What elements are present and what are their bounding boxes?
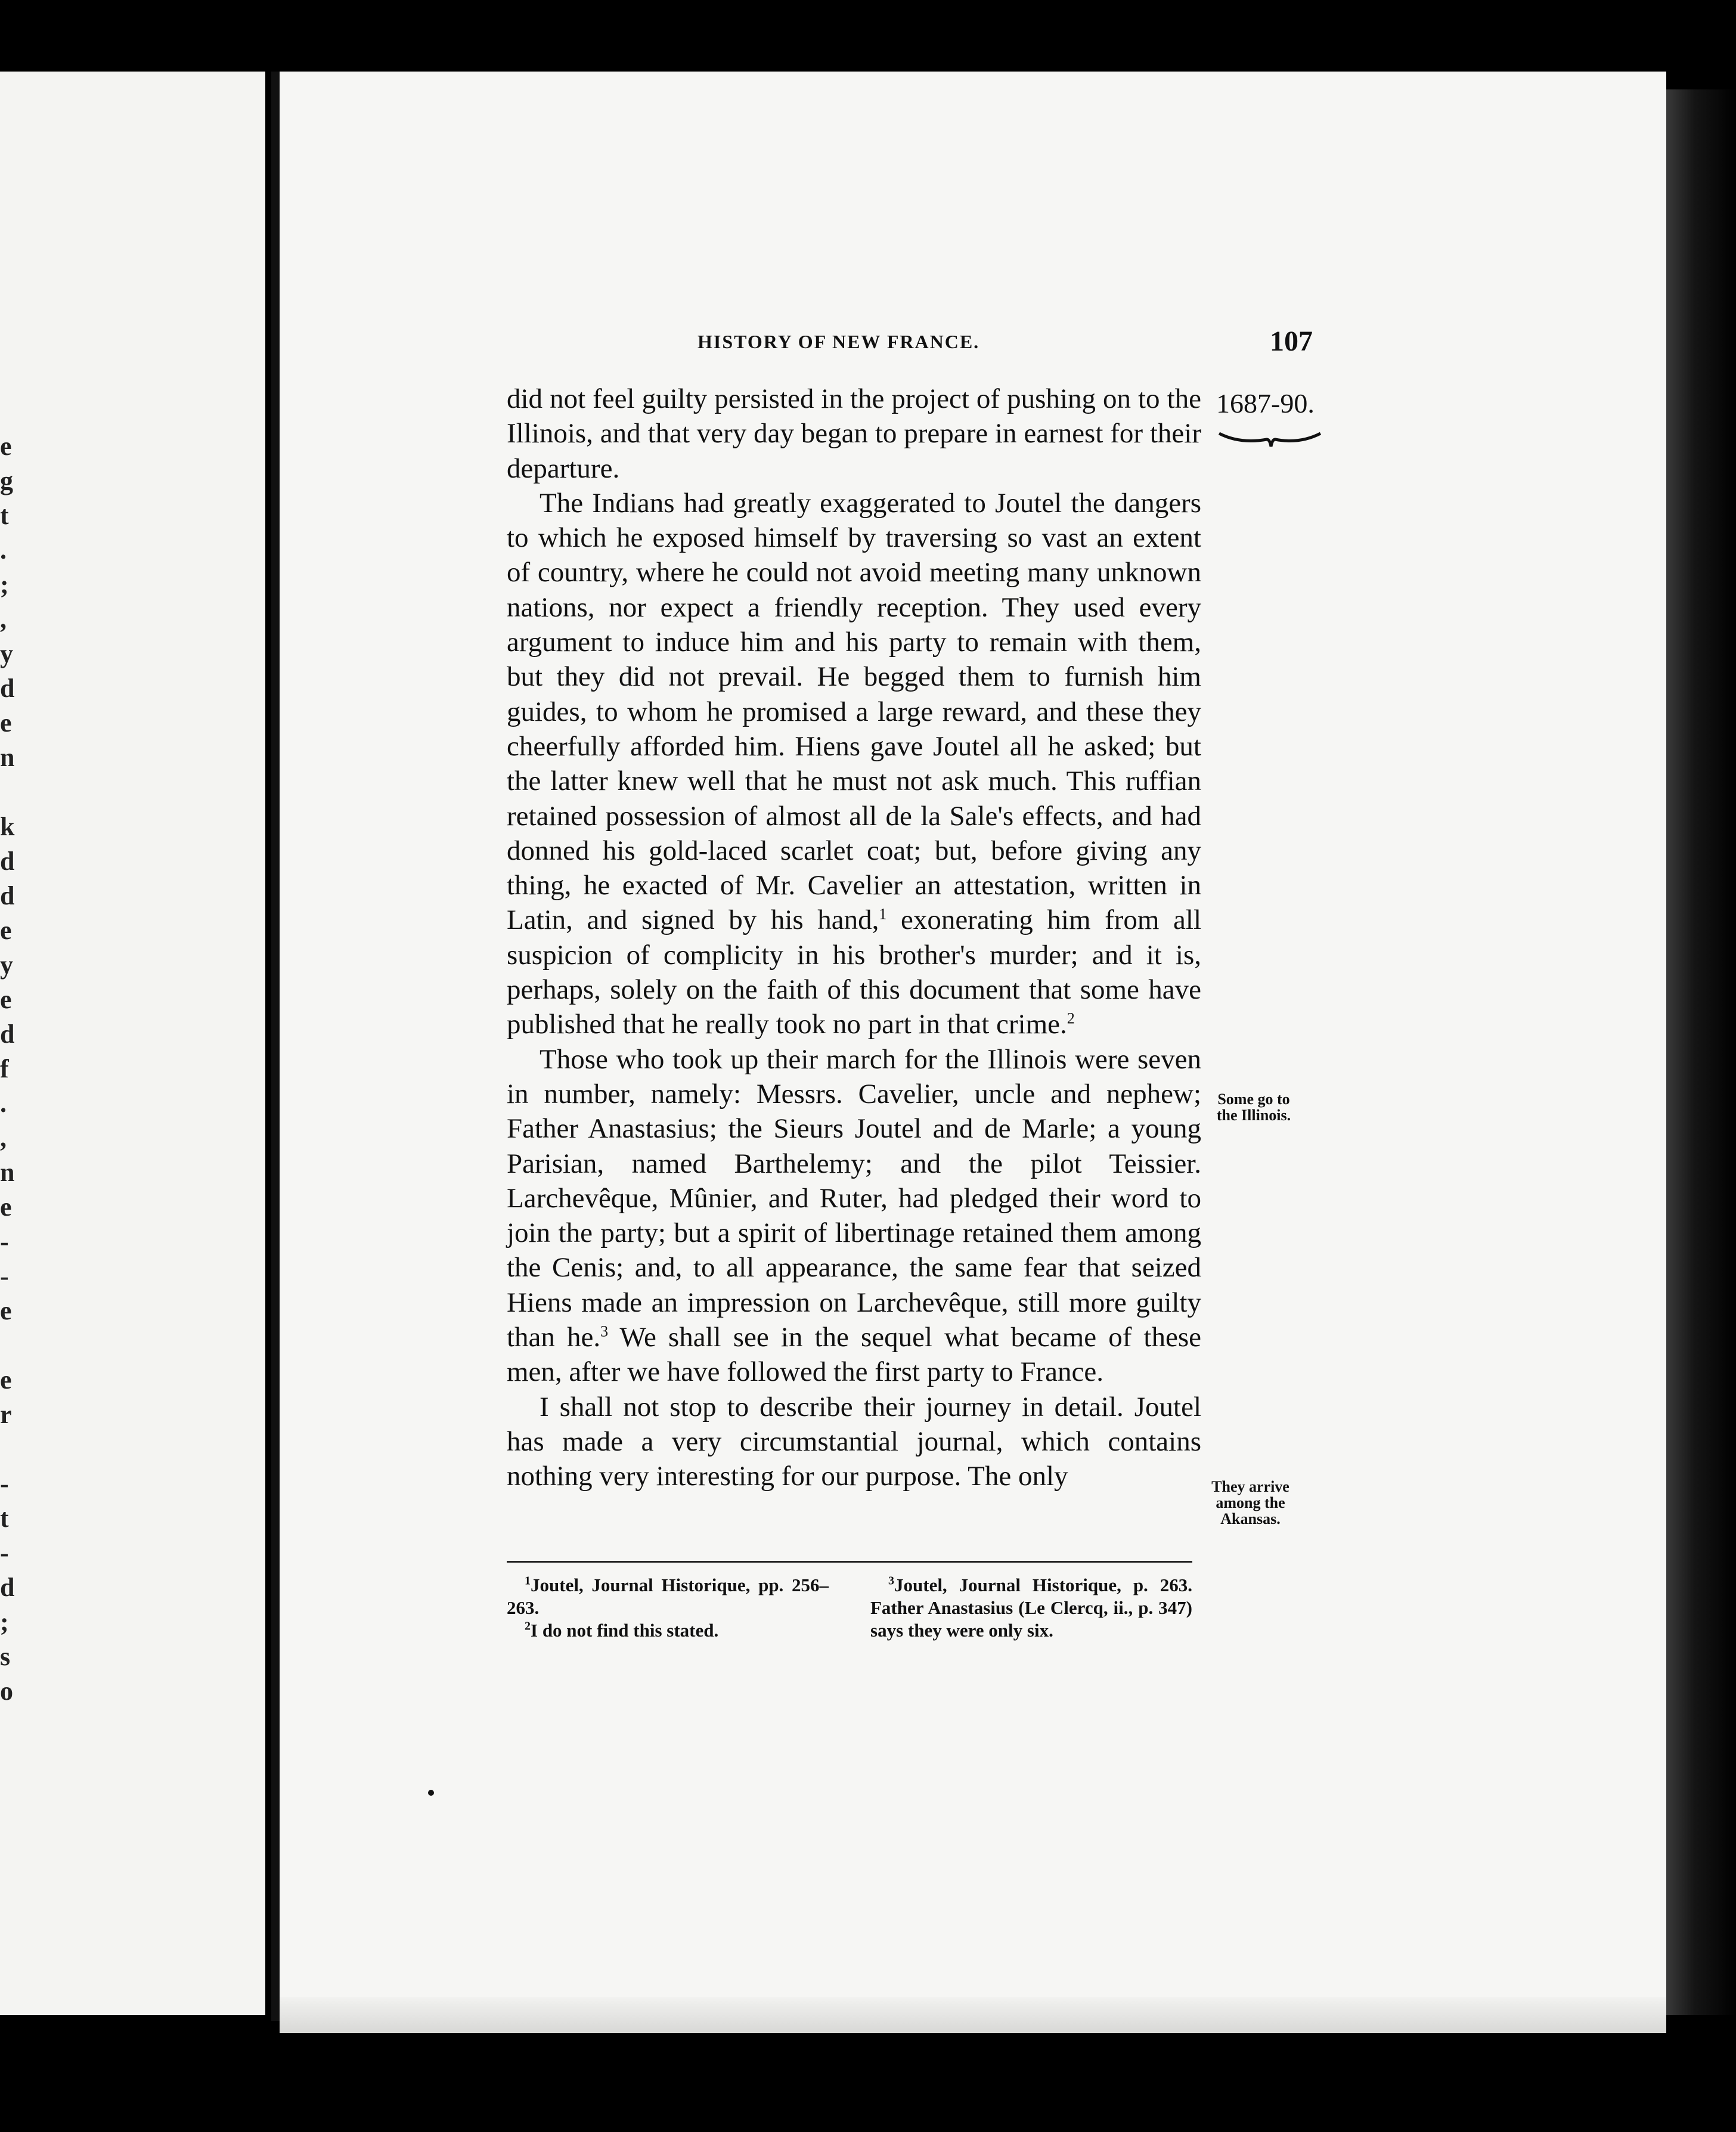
left-margin-char: t <box>0 501 9 530</box>
left-margin-char: r <box>0 1400 12 1429</box>
footnote-ref: 3 <box>600 1322 609 1340</box>
footnote-marker: 1 <box>525 1574 531 1588</box>
left-margin-char: ; <box>0 1607 9 1637</box>
page-number: 107 <box>1270 326 1313 357</box>
footnote-2 <box>507 1619 829 1642</box>
left-margin-char <box>0 775 18 810</box>
footnote-ref: 2 <box>1067 1009 1075 1027</box>
left-margin-char: n <box>0 1158 15 1187</box>
paragraph-text: exonerating him from all suspicion of complicity in his brother's murder; and it is, perhaps, solely on the faith of this document that some have published that he really took no part in that crime. <box>507 904 1201 1040</box>
side-note-line: Some go to <box>1217 1090 1290 1108</box>
footnote-text: Joutel, Journal Historique, pp. 256–263. <box>507 1575 829 1618</box>
left-margin-char: d <box>0 881 15 910</box>
footnote-3 <box>870 1574 1192 1642</box>
left-margin-char: e <box>0 985 12 1014</box>
left-margin-char <box>0 1432 18 1467</box>
gutter-shadow <box>271 72 280 2021</box>
footnote-marker: 2 <box>525 1619 531 1633</box>
left-margin-char: ; <box>0 570 9 599</box>
footnote-marker: 3 <box>888 1574 894 1588</box>
side-note-line: Akansas. <box>1220 1510 1281 1527</box>
left-page <box>0 72 265 2015</box>
left-margin-char: . <box>0 535 7 565</box>
footnote-column-right <box>870 1574 1192 1642</box>
left-margin-char: e <box>0 1296 12 1325</box>
left-margin-char: n <box>0 743 15 772</box>
paragraph <box>507 1042 1201 1390</box>
left-margin-char <box>0 1328 18 1363</box>
side-note-line: among the <box>1216 1494 1285 1511</box>
left-margin-char: e <box>0 708 12 737</box>
left-margin-char: d <box>0 1019 15 1049</box>
left-margin-char: t <box>0 1504 9 1533</box>
left-margin-char: g <box>0 466 13 495</box>
running-title: HISTORY OF NEW FRANCE. <box>698 331 980 352</box>
page-bottom-shade <box>280 1997 1666 2033</box>
left-margin-char: - <box>0 1227 9 1256</box>
side-note-they-arrive <box>1198 1479 1303 1527</box>
side-note-line: They arrive <box>1211 1478 1289 1495</box>
left-margin-char: d <box>0 1573 15 1602</box>
left-margin-char: e <box>0 916 12 945</box>
left-margin-char: e <box>0 1365 12 1395</box>
body-text <box>507 382 1201 1494</box>
paragraph-text: Those who took up their march for the Illinois were seven in number, namely: Messrs. Cavelier, uncle and nephew; Father Anastasius; the Sieurs Joutel and de Marle; a young Parisian, named Barthelemy; and the pilot Teissier. Larchevêque, Mûnier, and Ruter, had pledged their word to join the party; but a spirit of libertinage retained them among the Cenis; and, to all appearance, the same fear that seized Hiens made an impression on Larchevêque, still more guilty than he. <box>507 1043 1201 1353</box>
footnote-1 <box>507 1574 829 1619</box>
paragraph <box>507 486 1201 1042</box>
footnote-text: Joutel, Journal Historique, p. 263. Father Anastasius (Le Clercq, ii., p. 347) says they were only six. <box>870 1575 1192 1641</box>
footnote-text: I do not find this stated. <box>531 1620 719 1641</box>
paragraph: did not feel guilty persisted in the project of pushing on to the Illinois, and that very day began to prepare in earnest for their departure. <box>507 383 1201 484</box>
left-margin-char: e <box>0 1192 12 1222</box>
footnote-divider <box>507 1561 1192 1563</box>
paragraph-text: We shall see in the sequel what became of these men, after we have followed the first party to France. <box>507 1322 1201 1388</box>
left-margin-char: y <box>0 639 13 668</box>
left-margin-char: . <box>0 1089 7 1118</box>
left-margin-char: - <box>0 1469 9 1498</box>
footnote-column-left <box>507 1574 829 1642</box>
left-margin-char: s <box>0 1642 11 1671</box>
page-edge-shadow <box>1666 89 1736 2015</box>
side-note-some-go <box>1203 1091 1304 1123</box>
ink-speck <box>428 1790 434 1796</box>
margin-date: 1687-90. <box>1216 388 1315 419</box>
left-margin-char: d <box>0 674 15 703</box>
left-margin-char: - <box>0 1262 9 1291</box>
paragraph-text: The Indians had greatly exaggerated to Joutel the dangers to which he exposed himself by traversing so vast an extent of country, where he could not avoid meeting many unknown nations, nor expect a friendly reception. They used every argument to induce him and his party to remain with them, but they did not prevail. He begged them to furnish him guides, to whom he promised a large reward, and these they cheerfully afforded him. Hiens gave Joutel all he asked; but the latter knew well that he must not ask much. This ruffian retained possession of almost all de la Sale's effects, and had donned his gold-laced scarlet coat; but, before giving any thing, he exacted of Mr. Cavelier an attestation, written in Latin, and signed by his hand, <box>507 487 1201 936</box>
left-page-cut-text <box>0 429 18 1709</box>
left-margin-char: o <box>0 1677 13 1706</box>
left-margin-char: y <box>0 950 13 980</box>
footnote-ref: 1 <box>879 905 887 923</box>
brace-ornament <box>1216 426 1323 450</box>
left-margin-char: d <box>0 847 15 876</box>
left-margin-char: e <box>0 432 12 461</box>
left-margin-char: - <box>0 1538 9 1567</box>
paragraph: I shall not stop to describe their journey in detail. Joutel has made a very circumstantial journal, which contains nothing very interesting for our purpose. The only <box>507 1391 1201 1492</box>
side-note-line: the Illinois. <box>1216 1107 1291 1124</box>
left-margin-char: f <box>0 1054 9 1083</box>
left-margin-char: , <box>0 1123 7 1152</box>
left-margin-char: k <box>0 812 15 841</box>
left-margin-char: , <box>0 605 7 634</box>
